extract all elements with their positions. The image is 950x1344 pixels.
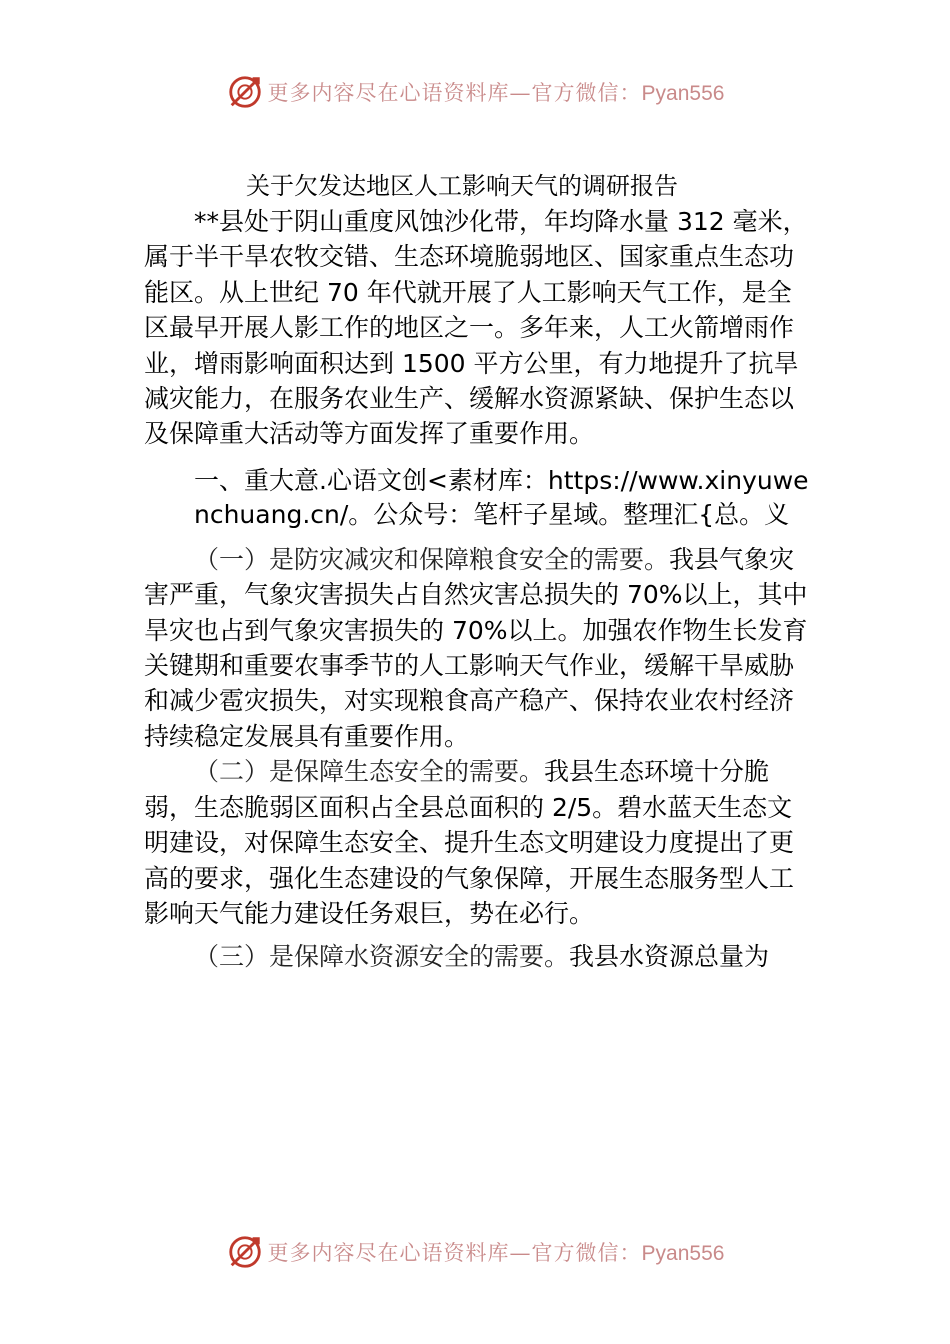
section-3-paragraph [144, 939, 816, 974]
watermark-text: 更多内容尽在心语资料库—官方微信： [267, 1241, 642, 1265]
section-3-lead: （三）是保障水资源安全的需要。 [194, 942, 570, 972]
section-1-body: 我县气象灾害严重，气象灾害损失占自然灾害总损失的 70%以上，其中旱灾也占到气象灾害损失的 70%以上。加强农作物生长发育关键期和重要农事季节的人工影响天气作业，缓解干旱威胁和减少雹灾损失，对实现粮食高产稳产、保持农业农村经济持续稳定发展具有重要作用。 [144, 544, 808, 751]
watermark-wechat-id: Pyan556 [641, 1242, 725, 1265]
brand-logo-icon [226, 73, 264, 111]
brand-logo-icon [226, 1233, 264, 1271]
section-1-paragraph [144, 542, 816, 754]
section-2-paragraph [144, 754, 816, 931]
section-heading-1: 一、重大意.心语文创<素材库：https://www.xinyuwenchuang.cn/。公众号：笔杆子星域。整理汇{总。义 [194, 465, 809, 529]
document-body [144, 168, 816, 975]
watermark-wechat-id: Pyan556 [641, 82, 725, 105]
section-2-body: 我县生态环境十分脆弱，生态脆弱区面积占全县总面积的 2/5。碧水蓝天生态文明建设，对保障生态安全、提升生态文明建设力度提出了更高的要求，强化生态建设的气象保障，开展生态服务型人工影响天气能力建设任务艰巨，势在必行。 [144, 757, 795, 928]
watermark-text: 更多内容尽在心语资料库—官方微信： [267, 81, 642, 105]
section-3-body: 我县水资源总量为 [569, 942, 770, 972]
document-title: 关于欠发达地区人工影响天气的调研报告 [246, 172, 678, 200]
watermark-header [0, 70, 950, 114]
watermark-footer [0, 1230, 950, 1274]
section-2-lead: （二）是保障生态安全的需要。 [194, 757, 545, 787]
intro-paragraph: **县处于阴山重度风蚀沙化带，年均降水量 312 毫米，属于半干旱农牧交错、生态环境脆弱地区、国家重点生态功能区。从上世纪 70 年代就开展了人工影响天气工作，是全区最早开展人影工作的地区之一。多年来，人工火箭增雨作业，增雨影响面积达到 1500 平方公里，有力地提升了抗旱减灾能力，在服务农业生产、缓解水资源紧缺、保护生态以及保障重大活动等方面发挥了重要作用。 [144, 207, 808, 449]
section-1-lead: （一）是防灾减灾和保障粮食安全的需要。 [194, 544, 670, 574]
